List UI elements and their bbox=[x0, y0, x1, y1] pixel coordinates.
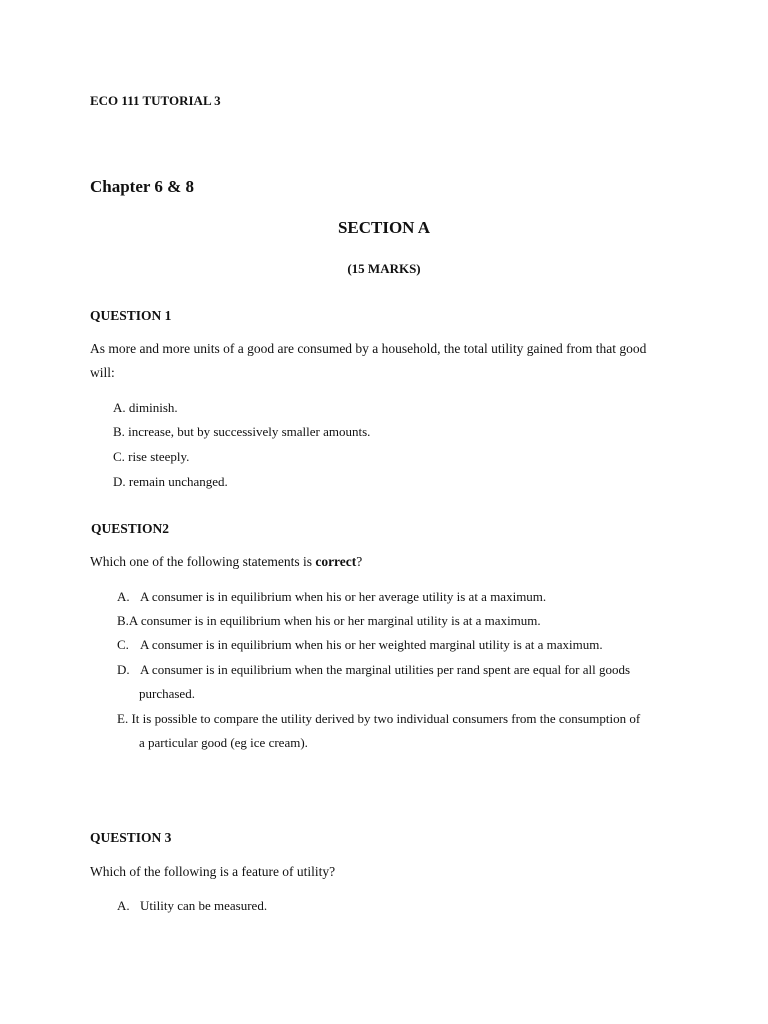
question-2-prompt bbox=[90, 554, 362, 570]
question-2-option-a bbox=[117, 589, 546, 605]
question-1-option-d bbox=[113, 474, 228, 490]
question-3-heading: QUESTION 3 bbox=[90, 830, 172, 845]
option-letter: D. bbox=[113, 474, 126, 489]
question-1-option-a bbox=[113, 400, 178, 416]
option-text: It is possible to compare the utility derived by two individual consumers from the consumption of bbox=[131, 711, 641, 726]
option-text: A consumer is in equilibrium when his or her marginal utility is at a maximum. bbox=[128, 613, 541, 628]
question-2-option-c bbox=[117, 637, 603, 653]
question-3-prompt: Which of the following is a feature of utility? bbox=[90, 864, 336, 879]
question-1-option-c bbox=[113, 449, 189, 465]
chapter-title: Chapter 6 & 8 bbox=[90, 177, 195, 196]
question-2-heading: QUESTION2 bbox=[91, 521, 170, 536]
option-text: diminish. bbox=[128, 400, 178, 415]
question-2-option-d bbox=[117, 662, 630, 678]
section-title: SECTION A bbox=[337, 218, 431, 237]
option-letter: E. bbox=[117, 711, 129, 726]
question-2-option-e bbox=[117, 711, 640, 727]
course-title: ECO 111 TUTORIAL 3 bbox=[90, 93, 221, 108]
prompt-text: Which one of the following statements is bbox=[90, 554, 316, 569]
option-letter: C. bbox=[117, 637, 129, 652]
prompt-end: ? bbox=[356, 554, 363, 569]
question-1-option-b bbox=[113, 424, 370, 440]
section-marks: (15 MARKS) bbox=[347, 261, 421, 276]
question-2-option-e-continuation: a particular good (eg ice cream). bbox=[139, 735, 308, 750]
option-letter: A. bbox=[113, 400, 126, 415]
option-text: increase, but by successively smaller amounts. bbox=[128, 424, 371, 439]
option-letter: B. bbox=[117, 613, 129, 628]
option-text: remain unchanged. bbox=[128, 474, 228, 489]
option-letter: D. bbox=[117, 662, 130, 677]
option-letter: A. bbox=[117, 898, 130, 913]
question-2-option-d-continuation: purchased. bbox=[139, 686, 195, 701]
option-letter: B. bbox=[113, 424, 125, 439]
option-text: A consumer is in equilibrium when his or her weighted marginal utility is at a maximum. bbox=[140, 637, 603, 652]
option-text: Utility can be measured. bbox=[140, 898, 268, 913]
question-1-heading: QUESTION 1 bbox=[90, 308, 172, 323]
option-text: rise steeply. bbox=[128, 449, 190, 464]
option-text: A consumer is in equilibrium when the marginal utilities per rand spent are equal for all goods bbox=[140, 662, 631, 677]
question-1-text-line-1: As more and more units of a good are consumed by a household, the total utility gained from that good bbox=[90, 341, 647, 356]
question-2-option-b bbox=[117, 613, 541, 629]
option-letter: A. bbox=[117, 589, 130, 604]
question-1-text-line-2: will: bbox=[90, 365, 115, 380]
option-text: A consumer is in equilibrium when his or her average utility is at a maximum. bbox=[140, 589, 547, 604]
prompt-emphasis: correct bbox=[315, 554, 357, 569]
question-3-option-a bbox=[117, 898, 267, 914]
option-letter: C. bbox=[113, 449, 125, 464]
